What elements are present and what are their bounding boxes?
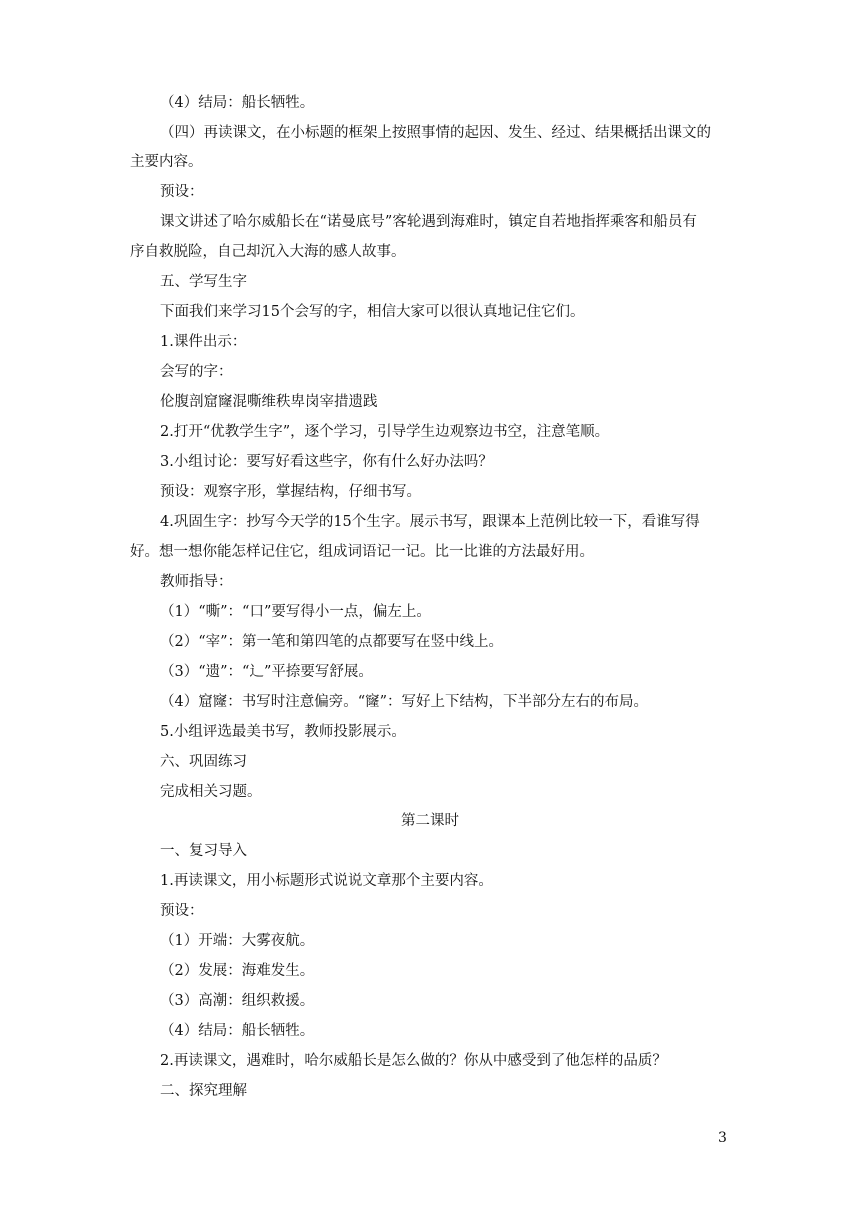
text-line: （4）结局：船长牺牲。 xyxy=(160,95,315,111)
text-line: 二、探究理解 xyxy=(160,1083,247,1099)
text-line: 下面我们来学习15个会写的字，相信大家可以很认真地记住它们。 xyxy=(160,304,585,320)
page-number: 3 xyxy=(718,1130,727,1146)
text-line: 好。想一想你能怎样记住它，组成词语记一记。比一比谁的方法最好用。 xyxy=(130,544,594,560)
text-line: 序自救脱险，自己却沉入大海的感人故事。 xyxy=(130,244,406,260)
text-line: 课文讲述了哈尔威船长在“诺曼底号”客轮遇到海难时，镇定自若地指挥乘客和船员有 xyxy=(160,214,697,230)
text-line: （2）发展：海难发生。 xyxy=(160,963,315,979)
text-line: 2.再读课文，遇难时，哈尔威船长是怎么做的？你从中感受到了他怎样的品质？ xyxy=(160,1053,667,1069)
text-line: 预设： xyxy=(160,903,204,919)
text-line: 一、复习导入 xyxy=(160,843,247,859)
text-line: 1.再读课文，用小标题形式说说文章那个主要内容。 xyxy=(160,873,493,889)
text-line: （3）“遗”：“辶”平捺要写舒展。 xyxy=(160,664,373,680)
text-line: 主要内容。 xyxy=(130,154,203,170)
text-line: 五、学写生字 xyxy=(160,274,247,290)
text-line: 六、巩固练习 xyxy=(160,754,247,770)
text-line: （2）“宰”：第一笔和第四笔的点都要写在竖中线上。 xyxy=(160,634,504,650)
text-line: 4.巩固生字：抄写今天学的15个生字。展示书写，跟课本上范例比较一下，看谁写得 xyxy=(160,514,700,530)
text-line: （1）“嘶”：“口”要写得小一点，偏左上。 xyxy=(160,604,431,620)
text-line: 3.小组讨论：要写好看这些字，你有什么好办法吗？ xyxy=(160,454,493,470)
text-line: （四）再读课文，在小标题的框架上按照事情的起因、发生、经过、结果概括出课文的 xyxy=(160,125,711,141)
text-line: 2.打开“优教学生字”，逐个学习，引导学生边观察边书空，注意笔顺。 xyxy=(160,424,610,440)
text-line: 预设：观察字形，掌握结构，仔细书写。 xyxy=(160,484,421,500)
text-line: （4）结局：船长牺牲。 xyxy=(160,1023,315,1039)
text-line: 伦腹剖窟窿混嘶维秩卑岗宰措遗践 xyxy=(160,394,378,410)
text-line: 预设： xyxy=(160,184,204,200)
text-line: 完成相关习题。 xyxy=(160,784,262,800)
text-line: 1.课件出示： xyxy=(160,334,247,350)
section-heading: 第二课时 xyxy=(401,813,459,829)
text-line: 会写的字： xyxy=(160,364,233,380)
text-line: 教师指导： xyxy=(160,574,233,590)
text-line: （3）高潮：组织救援。 xyxy=(160,993,315,1009)
text-line: 5.小组评选最美书写，教师投影展示。 xyxy=(160,724,406,740)
text-line: （4）窟窿：书写时注意偏旁。“窿”：写好上下结构，下半部分左右的布局。 xyxy=(160,694,649,710)
text-line: （1）开端：大雾夜航。 xyxy=(160,933,315,949)
